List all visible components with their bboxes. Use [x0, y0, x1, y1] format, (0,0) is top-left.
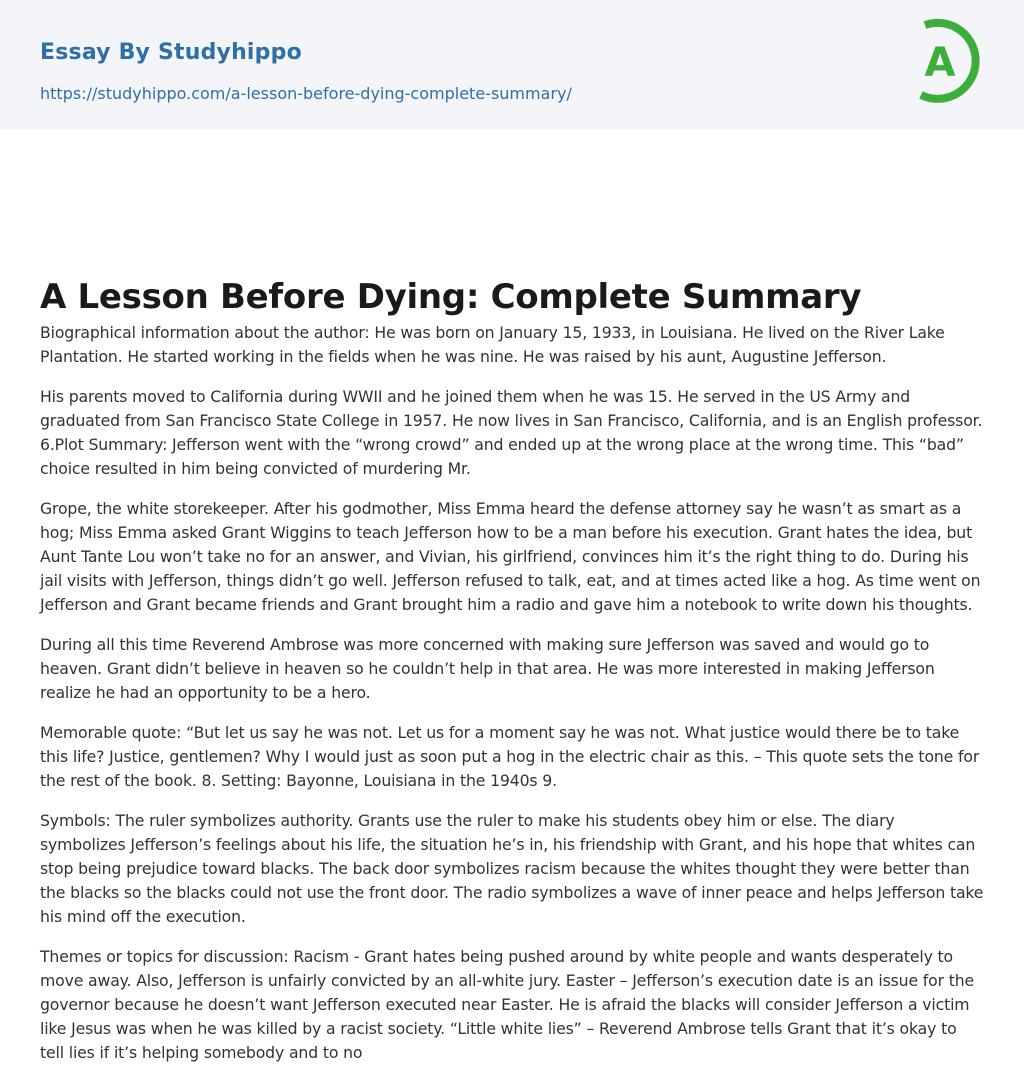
article-paragraph: Symbols: The ruler symbolizes authority. Grants use the ruler to make his students obey him or else. The diary symbolizes Jefferson’s feelings about his life, the situation he’s in, his friendship with Grant, and his hope that whites can stop being prejudice toward blacks. The back door symbolizes racism because the whites thought they were better than the blacks so the blacks could not use the front door. The radio symbolizes a wave of inner peace and helps Jefferson take his mind off the execution.: [40, 811, 984, 926]
site-title[interactable]: Essay By Studyhippo: [40, 40, 302, 65]
source-url-link[interactable]: https://studyhippo.com/a-lesson-before-dying-complete-summary/: [40, 84, 572, 103]
article-title: A Lesson Before Dying: Complete Summary: [40, 277, 862, 317]
logo-letter: A: [924, 40, 956, 86]
article-paragraph: Memorable quote: “But let us say he was not. Let us for a moment say he was not. What justice would there be to take this life? Justice, gentlemen? Why I would just as soon put a hog in the electric chair as this. – This quote sets the tone for the rest of the book. 8. Setting: Bayonne, Louisiana in the 1940s 9.: [40, 723, 980, 790]
article: [0, 129, 1024, 1065]
studyhippo-logo-icon[interactable]: [910, 18, 990, 106]
article-paragraph: Grope, the white storekeeper. After his godmother, Miss Emma heard the defense attorney say he wasn’t as smart as a hog; Miss Emma asked Grant Wiggins to teach Jefferson how to be a man before his execution. Grant hates the idea, but Aunt Tante Lou won’t take no for an answer, and Vivian, his girlfriend, convinces him it’s the right thing to do. During his jail visits with Jefferson, things didn’t go well. Jefferson refused to talk, eat, and at times acted like a hog. As time went on Jefferson and Grant became friends and Grant brought him a radio and gave him a notebook to write down his thoughts.: [40, 499, 981, 614]
article-paragraph: His parents moved to California during WWII and he joined them when he was 15. He served in the US Army and graduated from San Francisco State College in 1957. He now lives in San Francisco, California, and is an English professor. 6.Plot Summary: Jefferson went with the “wrong crowd” and ended up at the wrong place at the wrong time. This “bad” choice resulted in him being convicted of murdering Mr.: [40, 387, 983, 478]
article-paragraph: During all this time Reverend Ambrose was more concerned with making sure Jefferson was saved and would go to heaven. Grant didn’t believe in heaven so he couldn’t help in that area. He was more interested in making Jefferson realize he had an opportunity to be a hero.: [40, 635, 935, 702]
article-paragraph: Themes or topics for discussion: Racism - Grant hates being pushed around by white people and wants desperately to move away. Also, Jefferson is unfairly convicted by an all-white jury. Easter – Jefferson’s execution date is an issue for the governor because he doesn’t want Jefferson executed near Easter. He is afraid the blacks will consider Jefferson a victim like Jesus was when he was killed by a racist society. “Little white lies” – Reverend Ambrose tells Grant that it’s okay to tell lies if it’s helping somebody and to no: [40, 947, 975, 1062]
article-paragraph: Biographical information about the author: He was born on January 15, 1933, in Louisiana. He lived on the River Lake Plantation. He started working in the fields when he was nine. He was raised by his aunt, Augustine Jefferson.: [40, 323, 945, 366]
site-header: [0, 0, 1024, 129]
article-body: [40, 321, 984, 1065]
